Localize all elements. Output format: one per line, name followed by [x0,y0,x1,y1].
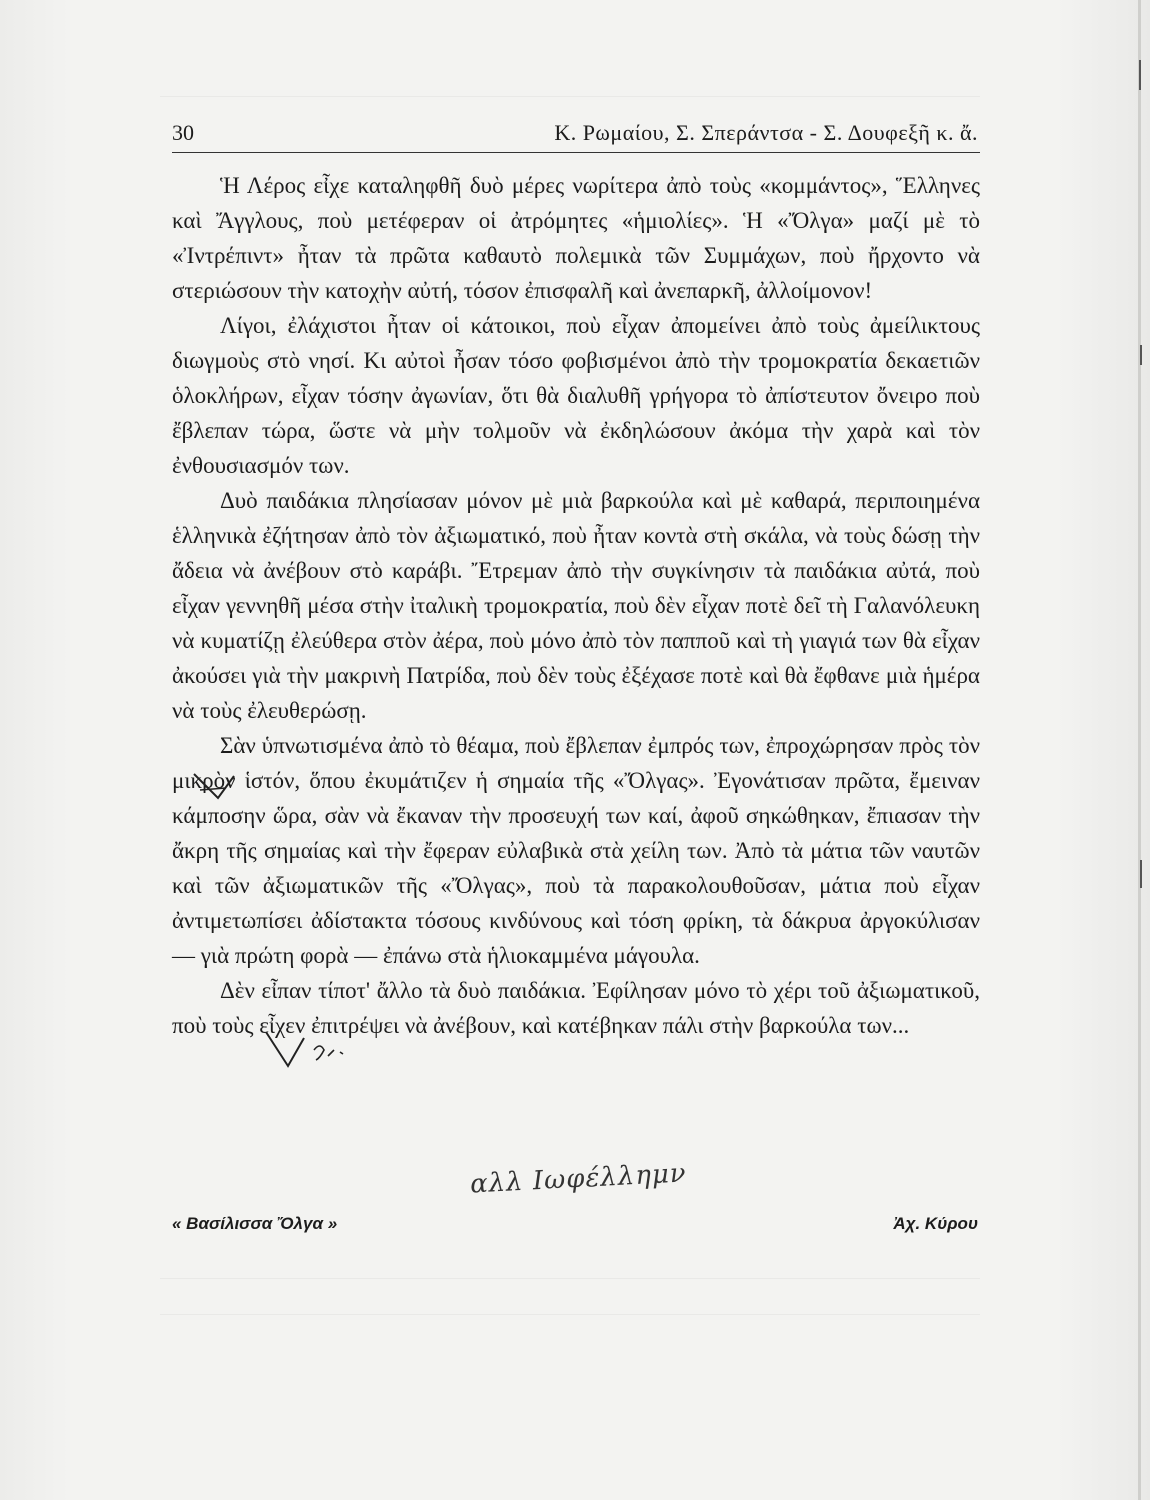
edge-mark [1140,345,1142,365]
article-body [172,168,980,1043]
page-number: 30 [172,120,194,145]
paragraph: Ἡ Λέρος εἶχε καταληφθῆ δυὸ μέρες νωρίτερα ἀπὸ τοὺς «κομμάντος», Ἕλληνες καὶ Ἄγγλους, ποὺ μετέφεραν οἱ ἀτρόμητες «ἡμιολίες». Ἡ «Ὄλγα» μαζί μὲ τὸ «Ἰντρέπιντ» ἦταν τὰ πρῶτα καθαυτὸ πολεμικὰ τῶν Συμμάχων, ποὺ ἤρχοντο νὰ στεριώσουν τὴν κατοχὴν αὐτή, τόσον ἐπισφαλῆ καὶ ἀνεπαρκῆ, ἀλλοίμονον! [172,173,980,303]
bleed-through [160,1314,980,1315]
author-credit: Ἀχ. Κύρου [893,1214,978,1233]
edge-mark [1139,60,1141,90]
edge-mark [1140,860,1142,888]
bleed-through [160,96,980,97]
pen-correction-mark [190,770,240,804]
page-header [172,120,980,154]
paragraph: Δὲν εἶπαν τίποτ' ἄλλο τὰ δυὸ παιδάκια. Ἐφίλησαν μόνο τὸ χέρι τοῦ ἀξιωματικοῦ, ποὺ τοὺς εἶχεν ἐπιτρέψει νὰ ἀνέβουν, καὶ κατέβηκαν πάλι στὴν βαρκούλα των... [172,978,980,1038]
running-head: Κ. Ρωμαίου, Σ. Σπεράντσα - Σ. Δουφεξῆ κ. ἄ. [554,120,978,145]
header-rule [172,152,980,153]
caption-queen-olga: « Βασίλισσα Ὄλγα » [172,1214,338,1233]
handwritten-signature-note: αλλ Ιωφέλλημν [469,1158,688,1200]
paragraph: Λίγοι, ἐλάχιστοι ἦταν οἱ κάτοικοι, ποὺ εἶχαν ἀπομείνει ἀπὸ τοὺς ἀμείλικτους διωγμοὺς στὸ νησί. Κι αὐτοὶ ἦσαν τόσο φοβισμένοι ἀπὸ τὴν τρομοκρατία δεκαετιῶν ὁλοκλήρων, εἶχαν τόσην ἀγωνίαν, ὅτι θὰ διαλυθῆ γρήγορα τὸ ἀπίστευτον ὄνειρο ποὺ ἔβλεπαν τώρα, ὥστε νὰ μὴν τολμοῦν νὰ ἐκδηλώσουν ἀκόμα τὴν χαρὰ καὶ τὸν ἐνθουσιασμόν των. [172,313,980,478]
page-edge [1138,0,1141,1500]
paragraph: Σὰν ὑπνωτισμένα ἀπὸ τὸ θέαμα, ποὺ ἔβλεπαν ἐμπρός των, ἐπροχώρησαν πρὸς τὸν μικρὸν ἱστόν, ὅπου ἐκυμάτιζεν ἡ σημαία τῆς «Ὄλγας». Ἐγονάτισαν πρῶτα, ἔμειναν κάμποσην ὥρα, σὰν νὰ ἔκαναν τὴν προσευχή των καί, ἀφοῦ σηκώθηκαν, ἔπιασαν τὴν ἄκρη τῆς σημαίας καὶ τὴν ἔφεραν εὐλαβικὰ στὰ χείλη των. Ἀπὸ τὰ μάτια τῶν ναυτῶν καὶ τῶν ἀξιωματικῶν τῆς «Ὄλγας», ποὺ τὰ παρακολουθοῦσαν, μάτια ποὺ εἶχαν ἀντιμετωπίσει ἀδίστακτα τόσους κινδύνους καὶ τόση φρίκη, τὰ δάκρυα ἀργοκύλισαν — γιὰ πρώτη φορὰ — ἐπάνω στὰ ἡλιοκαμμένα μάγουλα. [172,733,980,968]
bleed-through [160,1278,980,1279]
pen-correction-mark [264,1030,354,1076]
paragraph: Δυὸ παιδάκια πλησίασαν μόνον μὲ μιὰ βαρκούλα καὶ μὲ καθαρά, περιποιημένα ἑλληνικὰ ἐζήτησαν ἀπὸ τὸν ἀξιωματικό, ποὺ ἦταν κοντὰ στὴ σκάλα, νὰ τοὺς δώσῃ τὴν ἄδεια νὰ ἀνέβουν στὸ καράβι. Ἔτρεμαν ἀπὸ τὴν συγκίνησιν τὰ παιδάκια αὐτά, ποὺ εἶχαν γεννηθῆ μέσα στὴν ἰταλικὴ τρομοκρατία, ποὺ δὲν εἶχαν ποτὲ δεῖ τὴ Γαλανόλευκη νὰ κυματίζῃ ἐλεύθερα στὸν ἀέρα, ποὺ μόνο ἀπὸ τὸν παπποῦ καὶ τὴ γιαγιά των θὰ εἶχαν ἀκούσει γιὰ τὴν μακρινὴ Πατρίδα, ποὺ δὲν τοὺς ἐξέχασε ποτὲ καὶ θὰ ἔφθανε μιὰ ἡμέρα νὰ τοὺς ἐλευθερώσῃ. [172,488,980,723]
